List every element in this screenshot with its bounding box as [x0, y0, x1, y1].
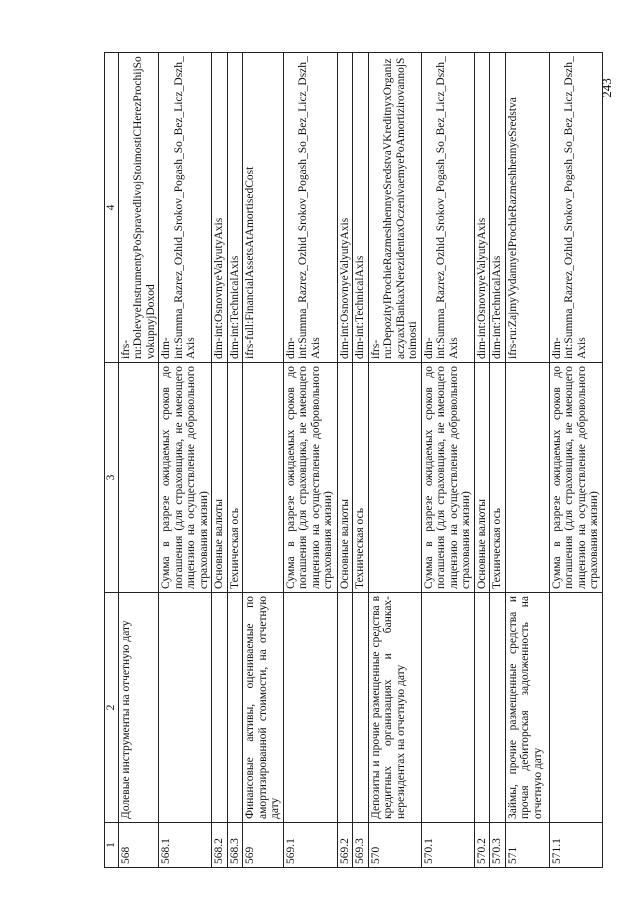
dimension-description-cell — [505, 363, 549, 593]
row-number-cell: 569.3 — [353, 823, 369, 868]
table-body — [118, 53, 602, 868]
indicator-name-cell — [421, 593, 474, 823]
dimension-description-cell — [118, 363, 159, 593]
taxonomy-code-cell: dim-int:OsnovnyeValyutyAxis — [337, 53, 353, 363]
row-number-cell: 568.2 — [212, 823, 228, 868]
taxonomy-code-cell: dim-int:Summa_Razrez_Ozhid_Srokov_Pogash_So_Bez_Licz_Dszh_Axis — [159, 53, 212, 363]
row-number-cell: 568.3 — [227, 823, 243, 868]
table-row — [159, 53, 212, 868]
dimension-description-cell: Сумма в разрезе ожидаемых сроков до погашения (для страховщика, не имеющего лицензию на осуществление добровольного страхования жизни) — [421, 363, 474, 593]
dimension-description-cell — [368, 363, 421, 593]
dimension-description-cell: Сумма в разрезе ожидаемых сроков до погашения (для страховщика, не имеющего лицензию на осуществление добровольного страхования жизни) — [283, 363, 337, 593]
table-row — [353, 53, 369, 868]
indicator-name-cell: Финансовые активы, оцениваемые по амортизированной стоимости, на отчетную дату — [243, 593, 284, 823]
row-number-cell: 571.1 — [549, 823, 602, 868]
indicator-name-cell — [353, 593, 369, 823]
row-number-cell: 571 — [505, 823, 549, 868]
taxonomy-code-cell: dim-int:Summa_Razrez_Ozhid_Srokov_Pogash_So_Bez_Licz_Dszh_Axis — [283, 53, 337, 363]
dimension-description-cell: Сумма в разрезе ожидаемых сроков до погашения (для страховщика, не имеющего лицензию на осуществление добровольного страхования жизни) — [159, 363, 212, 593]
column-header-4: 4 — [105, 53, 119, 363]
taxonomy-code-cell: ifrs-ru:DepozityIProchieRazmeshhennyeSredstvaVKreditnyxOrganizaczyaxIBankaxNerezidentaxOczenivaemyePoAmortizirovannojStoimosti — [368, 53, 421, 363]
taxonomy-code-cell: ifrs-ru:DolevyeInstrumentyPoSpravedlivojStoimostiCHerezProchijSovokupnyjDoxod — [118, 53, 159, 363]
taxonomy-code-cell: dim-int:OsnovnyeValyutyAxis — [474, 53, 490, 363]
table-row — [549, 53, 602, 868]
row-number-cell: 569.2 — [337, 823, 353, 868]
taxonomy-code-cell: dim-int:OsnovnyeValyutyAxis — [212, 53, 228, 363]
indicator-name-cell — [474, 593, 490, 823]
page-number: 243 — [599, 78, 614, 98]
table-row — [212, 53, 228, 868]
dimension-description-cell: Основные валюты — [337, 363, 353, 593]
row-number-cell: 570.2 — [474, 823, 490, 868]
indicator-name-cell — [549, 593, 602, 823]
row-number-cell: 568 — [118, 823, 159, 868]
taxonomy-code-cell: dim-int:TechnicalAxis — [227, 53, 243, 363]
indicator-name-cell — [283, 593, 337, 823]
table-row — [490, 53, 506, 868]
dimension-description-cell: Сумма в разрезе ожидаемых сроков до погашения (для страховщика, не имеющего лицензию на осуществление добровольного страхования жизни) — [549, 363, 602, 593]
table-row — [337, 53, 353, 868]
dimension-description-cell: Основные валюты — [212, 363, 228, 593]
indicator-name-cell — [337, 593, 353, 823]
indicator-name-cell — [227, 593, 243, 823]
data-table — [104, 52, 603, 868]
taxonomy-code-cell: dim-int:Summa_Razrez_Ozhid_Srokov_Pogash_So_Bez_Licz_Dszh_Axis — [549, 53, 602, 363]
row-number-cell: 570.3 — [490, 823, 506, 868]
table-row — [505, 53, 549, 868]
table-row — [283, 53, 337, 868]
taxonomy-code-cell: ifrs-ru:ZajmyVydannyeIProchieRazmeshhennyeSredstva — [505, 53, 549, 363]
dimension-description-cell: Техническая ось — [353, 363, 369, 593]
row-number-cell: 569 — [243, 823, 284, 868]
dimension-description-cell: Основные валюты — [474, 363, 490, 593]
row-number-cell: 570 — [368, 823, 421, 868]
taxonomy-code-cell: dim-int:Summa_Razrez_Ozhid_Srokov_Pogash_So_Bez_Licz_Dszh_Axis — [421, 53, 474, 363]
table-row — [243, 53, 284, 868]
dimension-description-cell: Техническая ось — [490, 363, 506, 593]
dimension-description-cell — [243, 363, 284, 593]
taxonomy-code-cell: dim-int:TechnicalAxis — [353, 53, 369, 363]
indicator-name-cell — [490, 593, 506, 823]
table-header-row — [105, 53, 119, 868]
indicator-name-cell: Займы, прочие размещенные средства и прочая дебиторская задолженность на отчетную дату — [505, 593, 549, 823]
indicator-name-cell: Долевые инструменты на отчетную дату — [118, 593, 159, 823]
taxonomy-code-cell: dim-int:TechnicalAxis — [490, 53, 506, 363]
taxonomy-code-cell: ifrs-full:FinancialAssetsAtAmortisedCost — [243, 53, 284, 363]
table-row — [421, 53, 474, 868]
indicator-name-cell — [159, 593, 212, 823]
indicator-name-cell — [212, 593, 228, 823]
rotated-page-content — [104, 53, 600, 868]
column-header-1: 1 — [105, 823, 119, 868]
table-row — [474, 53, 490, 868]
row-number-cell: 570.1 — [421, 823, 474, 868]
column-header-3: 3 — [105, 363, 119, 593]
table-row — [118, 53, 159, 868]
indicator-name-cell: Депозиты и прочие размещенные средства в кредитных организациях и банках-нерезидентах на отчетную дату — [368, 593, 421, 823]
table-row — [368, 53, 421, 868]
column-header-2: 2 — [105, 593, 119, 823]
row-number-cell: 569.1 — [283, 823, 337, 868]
row-number-cell: 568.1 — [159, 823, 212, 868]
table-row — [227, 53, 243, 868]
dimension-description-cell: Техническая ось — [227, 363, 243, 593]
